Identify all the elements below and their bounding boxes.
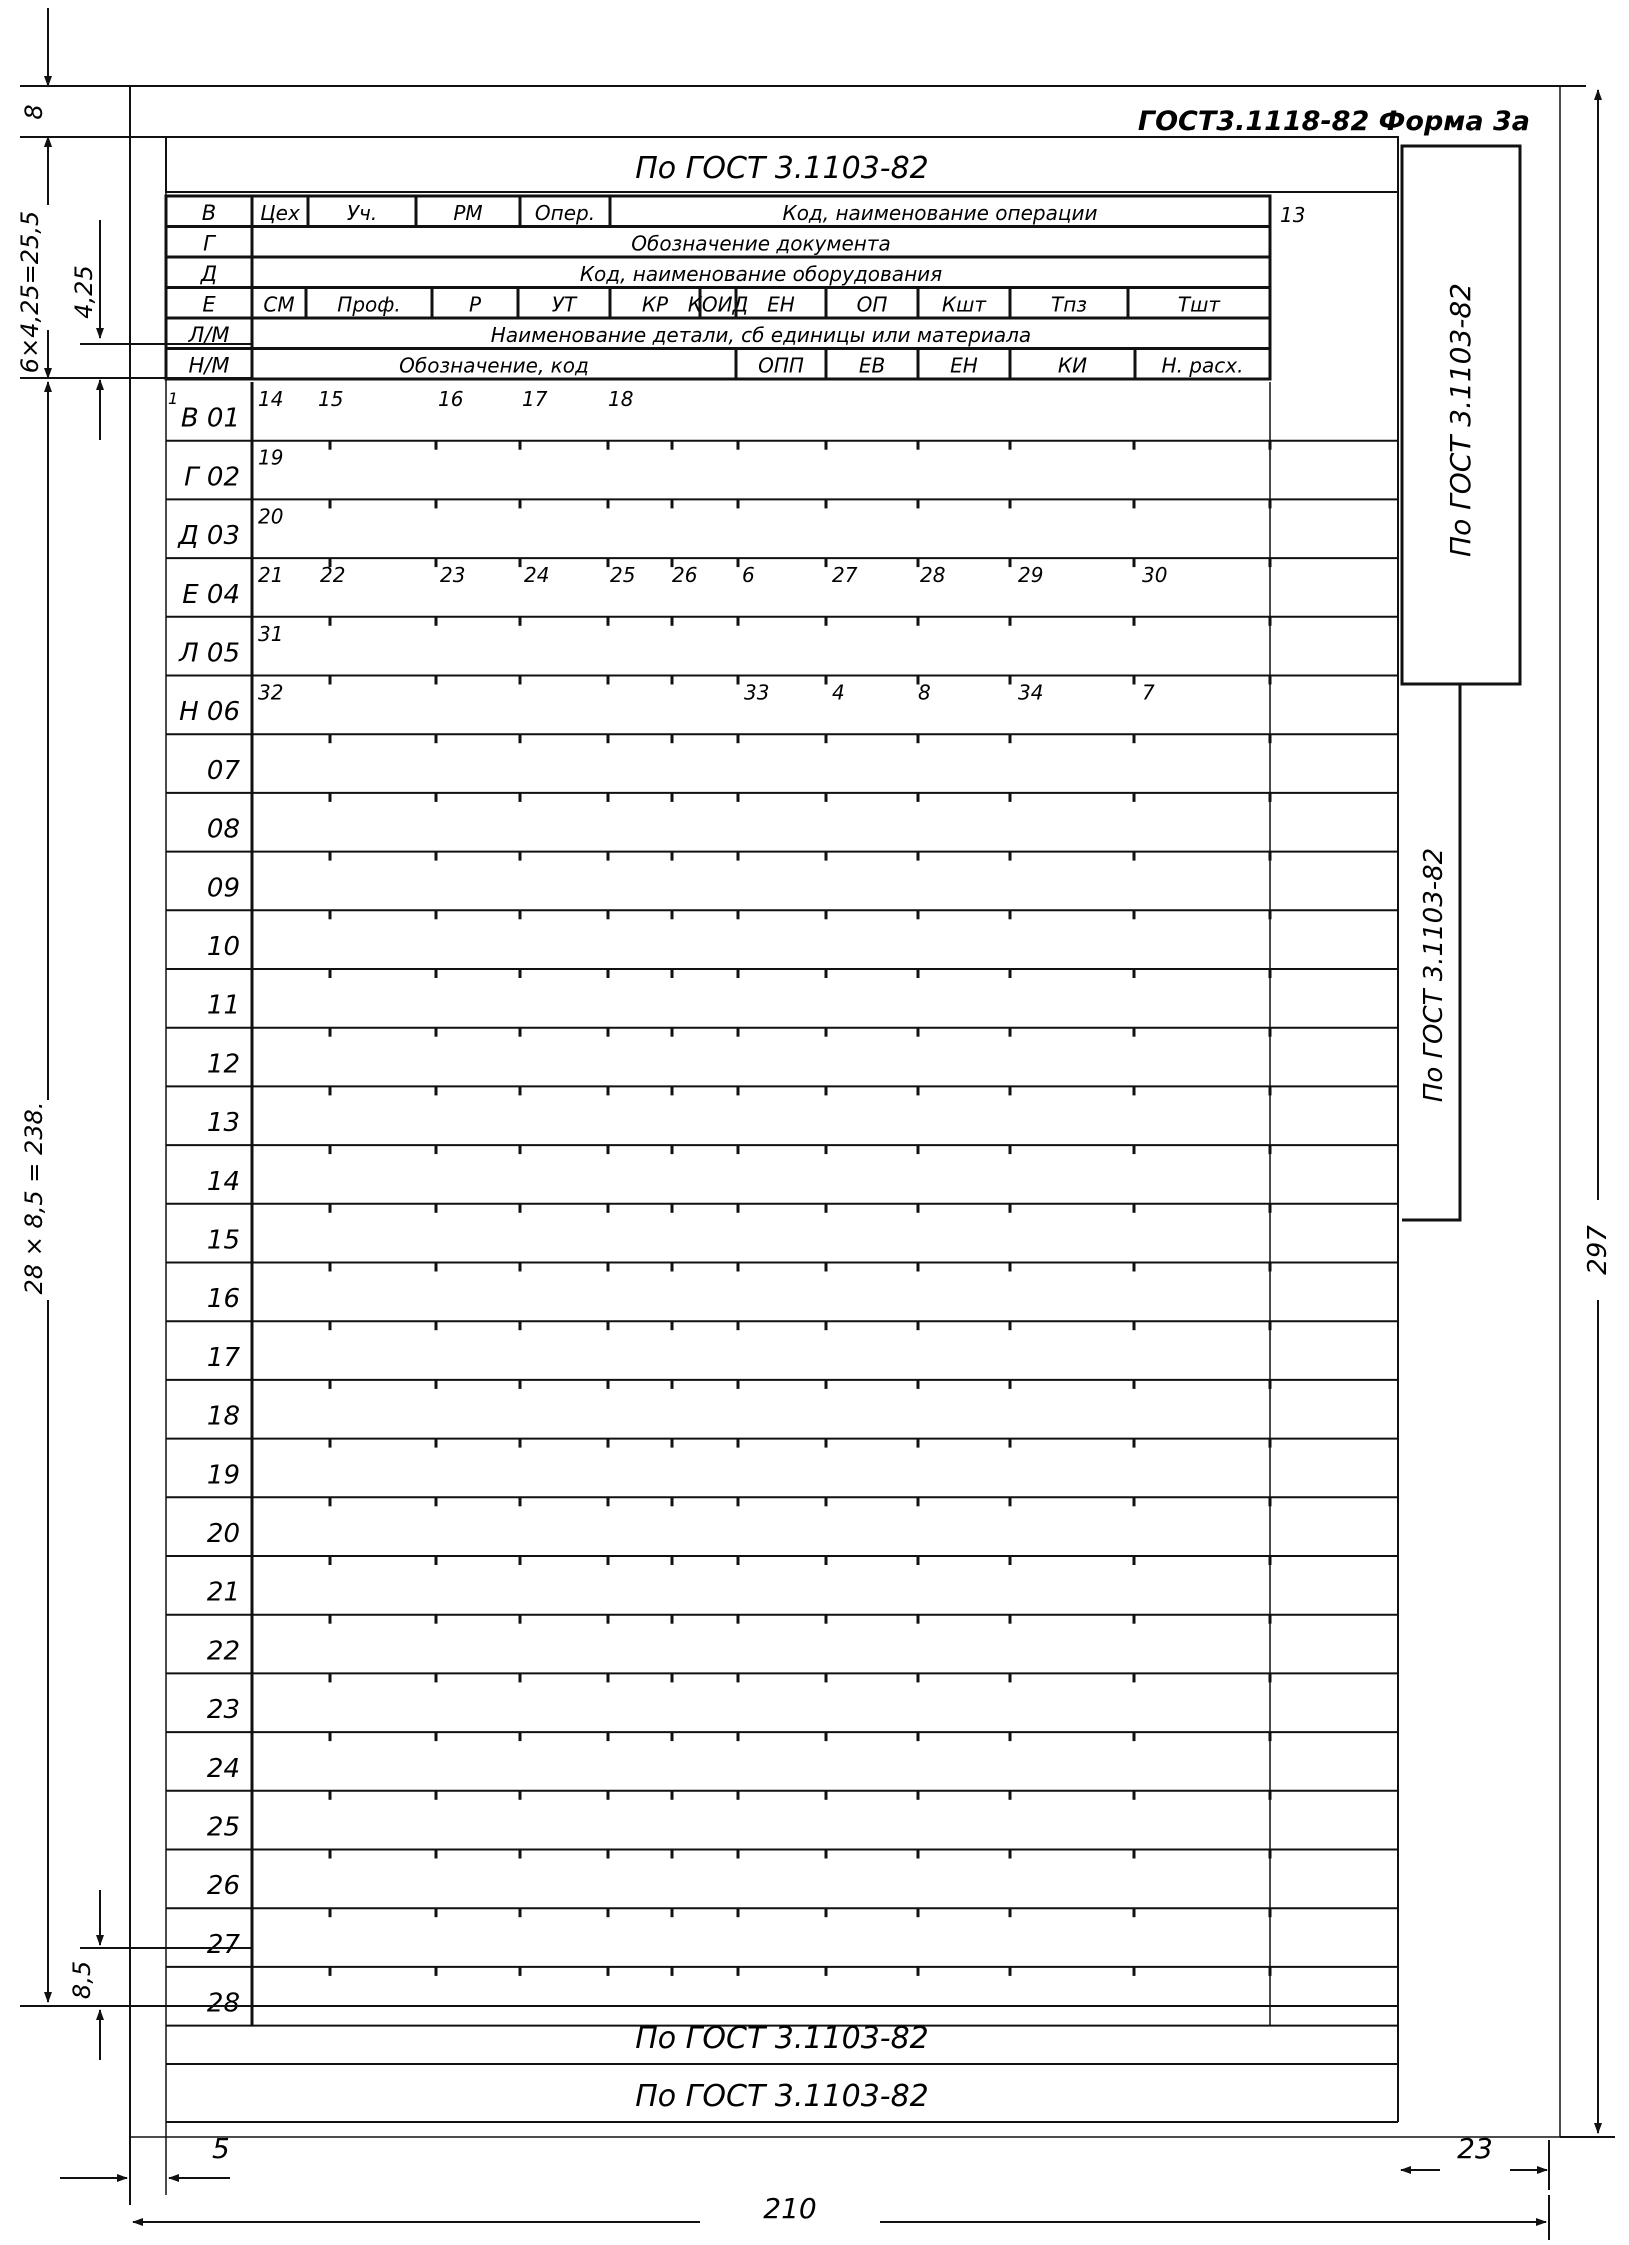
row-field-0-2: 16 bbox=[438, 387, 464, 411]
header-cell-3-4: КР bbox=[641, 292, 669, 317]
header-code-1: Г bbox=[203, 231, 215, 256]
right-block-top-label: По ГОСТ 3.1103-82 bbox=[1444, 283, 1477, 557]
row-label-8: 09 bbox=[206, 873, 240, 904]
row-field-5-1: 33 bbox=[744, 680, 770, 705]
row-field-5-2: 4 bbox=[832, 680, 845, 705]
row-label-2: Д 03 bbox=[178, 521, 240, 552]
row-label-1: Г 02 bbox=[184, 462, 240, 493]
row-label-16: 17 bbox=[206, 1342, 240, 1373]
row-field-4-0: 31 bbox=[258, 621, 284, 646]
row-label-14: 15 bbox=[206, 1225, 240, 1256]
row-label-26: 27 bbox=[206, 1929, 240, 1960]
bottom-blocks bbox=[166, 137, 1398, 2122]
header-code-2: Д bbox=[200, 261, 218, 286]
row-label-5: Н 06 bbox=[179, 697, 240, 728]
row-field-5-4: 34 bbox=[1018, 680, 1044, 705]
header-cell-3-5: КОИД bbox=[687, 292, 749, 317]
header-cell-5-3: ЕН bbox=[950, 353, 978, 378]
row-label-15: 16 bbox=[206, 1284, 240, 1315]
header-code-3: Е bbox=[202, 292, 216, 317]
header-cell-3-7: ОП bbox=[856, 292, 888, 317]
row-label-21: 22 bbox=[206, 1636, 240, 1667]
dim-header-row: 4,25 bbox=[70, 265, 98, 319]
header-cell-0-3: Опер. bbox=[534, 200, 596, 225]
header-cell-2-0: Код, наименование оборудования bbox=[579, 261, 943, 286]
header-cell-5-4: КИ bbox=[1057, 353, 1088, 378]
header-cell-4-0: Наименование детали, сб единицы или материала bbox=[490, 322, 1032, 347]
dim-body-row: 8,5 bbox=[68, 1960, 96, 2000]
dim-width: 210 bbox=[763, 2192, 817, 2225]
row-label-17: 18 bbox=[206, 1401, 240, 1432]
header-cell-3-1: Проф. bbox=[337, 292, 401, 317]
row-label-11: 12 bbox=[206, 1049, 240, 1080]
row-label-3: Е 04 bbox=[182, 579, 240, 610]
row-field-3-10: 30 bbox=[1142, 563, 1168, 588]
dim-top-margin: 8 bbox=[20, 104, 48, 120]
top-block bbox=[166, 137, 1398, 192]
header-cell-0-4: Код, наименование операции bbox=[782, 200, 1098, 225]
row-field-5-0: 32 bbox=[258, 680, 284, 705]
row-label-10: 11 bbox=[206, 990, 240, 1021]
dim-height: 297 bbox=[1583, 1225, 1613, 1275]
row-field-3-2: 23 bbox=[440, 563, 466, 588]
right-block-mid-label: По ГОСТ 3.1103-82 bbox=[1419, 847, 1449, 1103]
row-label-6: 07 bbox=[206, 755, 240, 786]
row-label-0: В 01 bbox=[180, 403, 240, 434]
bottom-block-2-label: По ГОСТ 3.1103-82 bbox=[635, 2079, 929, 2114]
row-field-0-0: 14 bbox=[258, 387, 284, 411]
row-field-5-5: 7 bbox=[1142, 680, 1155, 705]
row-field-3-6: 6 bbox=[742, 563, 755, 588]
header-cell-3-0: СМ bbox=[263, 292, 295, 317]
header-cell-0-1: Уч. bbox=[346, 200, 378, 225]
row-label-12: 13 bbox=[206, 1108, 240, 1139]
row-label-13: 14 bbox=[206, 1166, 240, 1197]
row-label-24: 25 bbox=[206, 1812, 240, 1843]
header-cell-3-3: УТ bbox=[551, 292, 577, 317]
row-field-3-1: 22 bbox=[320, 563, 346, 588]
right-block-top bbox=[1402, 146, 1520, 684]
row-field-3-5: 26 bbox=[672, 563, 698, 588]
row-label-9: 10 bbox=[206, 932, 240, 962]
header-table bbox=[166, 196, 1270, 379]
dim-right-margin: 23 bbox=[1457, 2132, 1493, 2165]
header-cell-5-2: ЕВ bbox=[858, 353, 886, 378]
dim-body-height: 28 × 8,5 = 238. bbox=[20, 1101, 48, 1295]
row-field-2-0: 20 bbox=[258, 504, 284, 529]
bottom-block-1-label: По ГОСТ 3.1103-82 bbox=[635, 2021, 929, 2056]
row-field-3-4: 25 bbox=[610, 563, 636, 588]
dimension-labels bbox=[16, 104, 1613, 2225]
header-code-5: Н/М bbox=[188, 353, 230, 378]
header-cell-5-5: Н. расх. bbox=[1161, 353, 1244, 378]
first-cell-mark: 1 bbox=[168, 389, 179, 408]
top-block-label: По ГОСТ 3.1103-82 bbox=[635, 151, 929, 186]
header-cell-3-10: Тшт bbox=[1177, 292, 1221, 317]
header-extra-number: 13 bbox=[1280, 203, 1306, 227]
row-field-3-9: 29 bbox=[1018, 563, 1044, 588]
row-label-22: 23 bbox=[206, 1695, 240, 1726]
header-cell-3-9: Тпз bbox=[1051, 292, 1087, 317]
row-label-4: Л 05 bbox=[179, 638, 240, 669]
row-field-3-7: 27 bbox=[832, 563, 858, 588]
header-cell-5-1: ОПП bbox=[758, 353, 804, 378]
row-label-20: 21 bbox=[206, 1577, 240, 1608]
dim-left-margin: 5 bbox=[212, 2132, 230, 2165]
header-cell-3-2: Р bbox=[468, 292, 482, 317]
row-label-25: 26 bbox=[206, 1871, 240, 1902]
row-label-7: 08 bbox=[206, 814, 240, 845]
header-cell-5-0: Обозначение, код bbox=[399, 353, 589, 378]
body-table bbox=[166, 382, 1398, 2026]
header-cell-3-6: ЕН bbox=[767, 292, 795, 317]
row-label-18: 19 bbox=[206, 1460, 240, 1491]
row-field-1-0: 19 bbox=[258, 445, 284, 470]
row-label-23: 24 bbox=[206, 1753, 240, 1784]
row-label-19: 20 bbox=[206, 1519, 240, 1549]
row-field-0-1: 15 bbox=[318, 387, 344, 411]
header-cell-0-2: РМ bbox=[453, 200, 483, 225]
row-field-3-8: 28 bbox=[920, 563, 946, 588]
row-field-5-3: 8 bbox=[918, 680, 931, 705]
right-block-mid bbox=[1402, 684, 1460, 1220]
header-cell-1-0: Обозначение документа bbox=[631, 231, 891, 256]
header-cell-0-0: Цех bbox=[260, 200, 300, 225]
row-field-0-3: 17 bbox=[522, 387, 548, 411]
row-field-0-4: 18 bbox=[608, 387, 634, 411]
row-field-3-0: 21 bbox=[258, 563, 284, 588]
row-field-3-3: 24 bbox=[524, 563, 550, 588]
header-cell-3-8: Кшт bbox=[941, 292, 987, 317]
row-label-27: 28 bbox=[206, 1988, 240, 2019]
header-code-4: Л/М bbox=[188, 322, 230, 347]
dim-header-height: 6×4,25=25,5 bbox=[16, 210, 44, 374]
header-code-0: В bbox=[201, 200, 217, 225]
form-title: ГОСТ3.1118-82 Форма 3а bbox=[1137, 106, 1530, 137]
